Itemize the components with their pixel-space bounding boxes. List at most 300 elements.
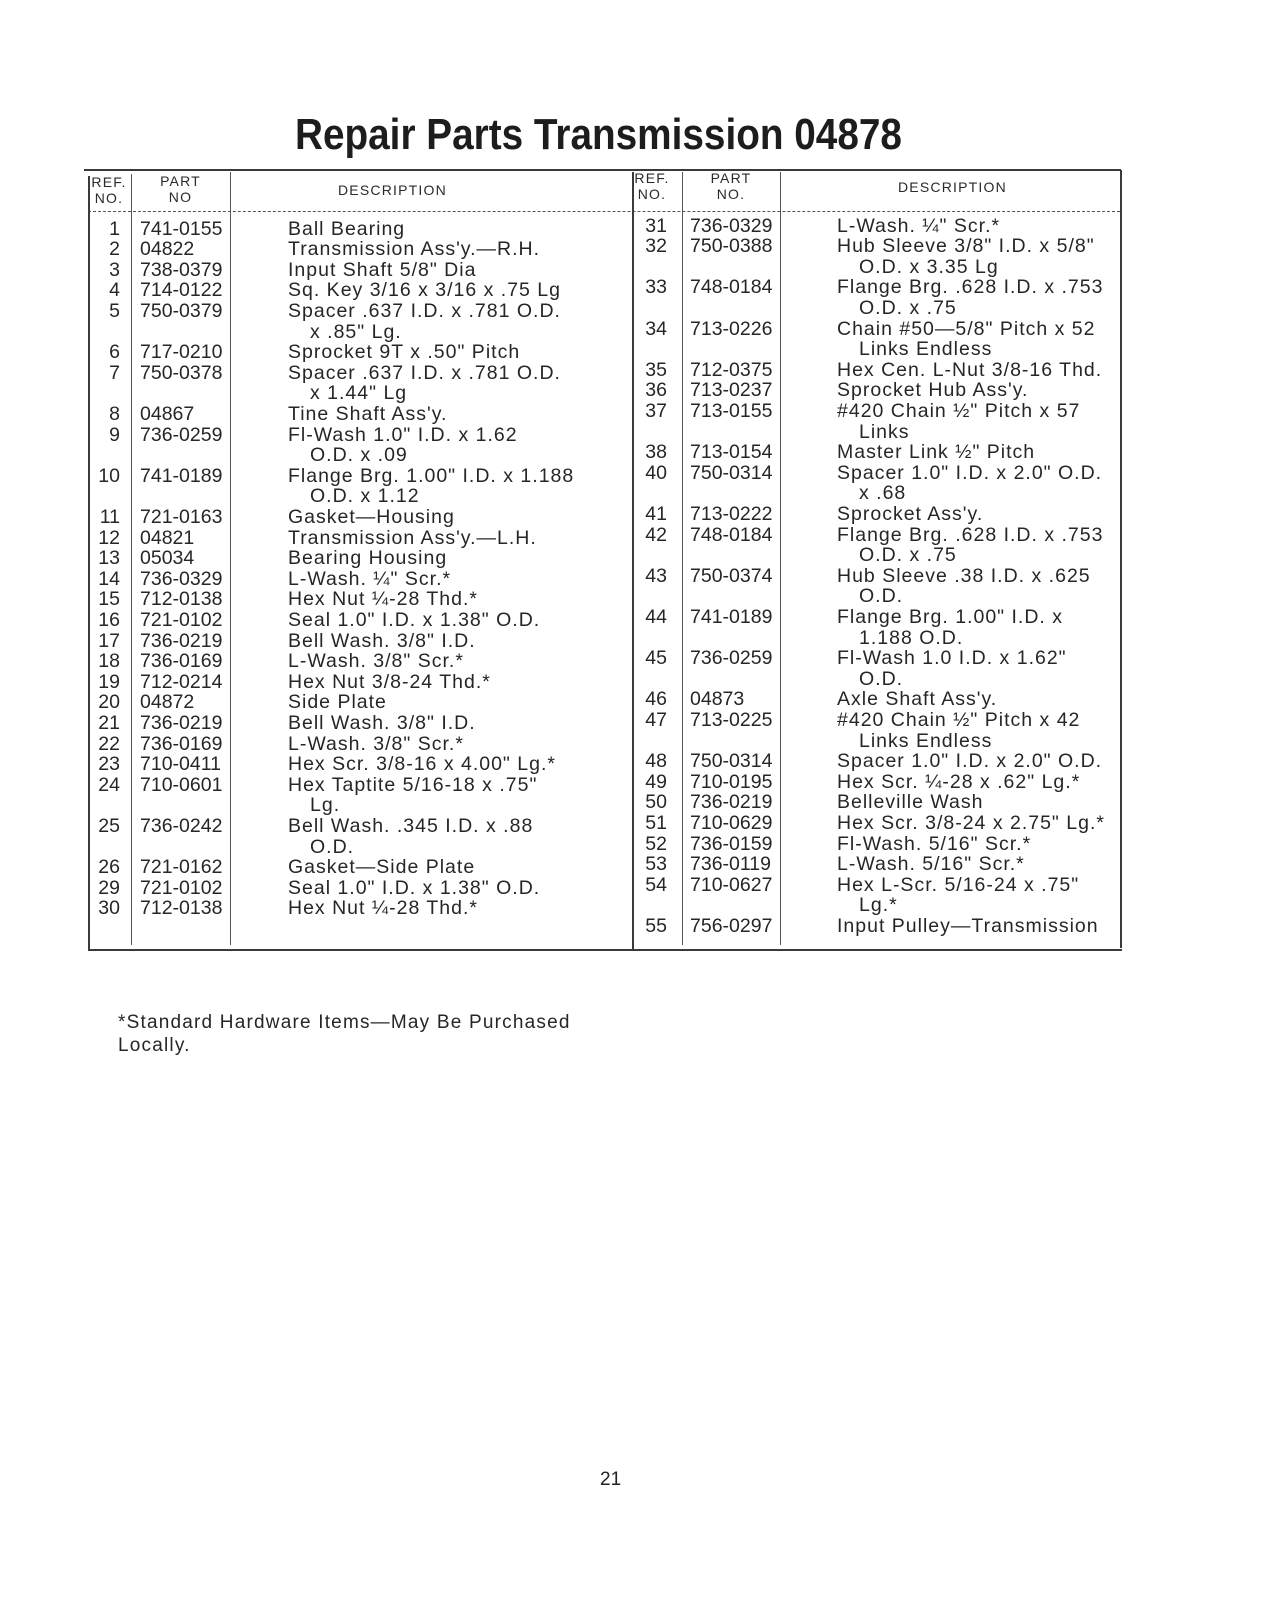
table-row (88, 404, 632, 425)
part-number: 736-0329 (140, 567, 223, 590)
header-description: DESCRIPTION (338, 182, 447, 198)
table-row (88, 239, 632, 260)
description (288, 363, 632, 404)
header-label-line: NO (168, 189, 193, 205)
description (288, 342, 632, 363)
description-line: Master Link ½" Pitch (837, 441, 1036, 464)
description (288, 631, 632, 652)
description-line: Seal 1.0" I.D. x 1.38" O.D. (288, 876, 541, 899)
table-row (632, 689, 1120, 710)
header-label-line: PART (160, 173, 201, 189)
part-number: 713-0155 (690, 400, 773, 423)
description-line: Belleville Wash (837, 791, 984, 814)
ref-number: 18 (98, 650, 120, 673)
ref-number: 26 (98, 856, 120, 879)
ref-number: 4 (109, 279, 120, 302)
description-line: Gasket—Housing (288, 506, 455, 528)
table-row (632, 401, 1120, 442)
ref-number: 30 (98, 897, 120, 920)
description-continuation: O.D. x .75 (859, 297, 957, 320)
description (837, 360, 1120, 381)
header-label-line: PART (710, 170, 752, 186)
description-line: Gasket—Side Plate (288, 856, 476, 879)
description-line: Sprocket 9T x .50" Pitch (288, 341, 521, 364)
description-line: Fl-Wash 1.0" I.D. x 1.62 (288, 423, 518, 446)
ref-number: 5 (109, 300, 120, 323)
part-number: 750-0379 (140, 300, 223, 323)
description-line: Chain #50—5/8" Pitch x 52 (837, 317, 1096, 340)
ref-number: 29 (98, 876, 120, 899)
part-number: 750-0374 (690, 564, 773, 587)
description-line: Spacer 1.0" I.D. x 2.0" O.D. (837, 461, 1103, 484)
footnote-line: *Standard Hardware Items—May Be Purchased (118, 1012, 571, 1033)
ref-number: 25 (98, 814, 120, 837)
ref-number: 23 (98, 753, 120, 776)
table-row (88, 631, 632, 652)
description-line: #420 Chain ½" Pitch x 42 (837, 708, 1081, 731)
table-row (632, 504, 1120, 525)
ref-number: 19 (98, 670, 120, 693)
description (288, 569, 632, 590)
part-number: 721-0102 (140, 876, 223, 899)
table-row (88, 528, 632, 549)
description-continuation: Links Endless (859, 338, 993, 361)
part-number: 750-0314 (690, 461, 773, 484)
ref-number: 53 (645, 853, 667, 876)
part-number: 736-0159 (690, 832, 773, 855)
ref-number: 50 (645, 791, 667, 814)
description-line: Input Pulley—Transmission (837, 914, 1099, 937)
part-number: 713-0225 (690, 708, 773, 731)
description (288, 898, 632, 919)
table-bottom-rule (88, 949, 1122, 951)
ref-number: 43 (645, 564, 667, 587)
description (837, 792, 1120, 813)
description-line: Bell Wash. 3/8" I.D. (288, 711, 476, 734)
description (837, 319, 1120, 360)
ref-number: 10 (98, 464, 120, 487)
part-number: 712-0214 (140, 670, 223, 693)
part-number: 713-0237 (690, 379, 773, 402)
ref-number: 15 (98, 588, 120, 611)
part-number: 741-0155 (140, 217, 223, 240)
description (288, 754, 632, 775)
table-row (632, 854, 1120, 875)
table-row (632, 319, 1120, 360)
description-line: Side Plate (288, 691, 387, 714)
description (837, 607, 1120, 648)
description-line: Flange Brg. .628 I.D. x .753 (837, 523, 1104, 546)
part-number: 756-0297 (690, 914, 773, 937)
part-number: 736-0219 (690, 791, 773, 814)
header-label-line: NO. (94, 190, 124, 206)
ref-number: 46 (645, 688, 667, 711)
table-row (632, 834, 1120, 855)
part-number: 741-0189 (690, 605, 773, 628)
table-row (88, 301, 632, 342)
description-line: Spacer .637 I.D. x .781 O.D. (288, 361, 561, 384)
table-row (88, 878, 632, 899)
description (837, 566, 1120, 607)
table-row (632, 216, 1120, 237)
description-line: Hex Nut ¼-28 Thd.* (288, 897, 478, 920)
description-continuation: O.D. x .09 (310, 444, 408, 467)
description-continuation: x .68 (859, 482, 907, 505)
description-line: Axle Shaft Ass'y. (837, 688, 998, 711)
description-line: L-Wash. 3/8" Scr.* (288, 650, 464, 673)
table-row (632, 442, 1120, 463)
description-line: Flange Brg. .628 I.D. x .753 (837, 276, 1104, 299)
table-top-rule (84, 169, 1121, 171)
description-line: Hex L-Scr. 5/16-24 x .75" (837, 873, 1080, 896)
part-number: 736-0119 (690, 853, 771, 876)
description-line: Sq. Key 3/16 x 3/16 x .75 Lg (288, 279, 561, 302)
ref-number: 45 (645, 647, 667, 670)
part-number: 710-0601 (140, 773, 223, 796)
description-continuation: 1.188 O.D. (859, 626, 964, 649)
table-row (632, 360, 1120, 381)
ref-number: 48 (645, 750, 667, 773)
table-row (88, 342, 632, 363)
description (288, 672, 632, 693)
description-line: Seal 1.0" I.D. x 1.38" O.D. (288, 608, 541, 631)
description (837, 525, 1120, 566)
description (837, 854, 1120, 875)
description (288, 219, 632, 240)
part-number: 714-0122 (140, 279, 223, 302)
part-number: 736-0169 (140, 650, 223, 673)
ref-number: 24 (98, 773, 120, 796)
description (837, 875, 1120, 916)
description-line: Hex Scr. ¼-28 x .62" Lg.* (837, 770, 1081, 793)
part-number: 750-0378 (140, 361, 223, 384)
part-number: 748-0184 (690, 523, 773, 546)
part-number: 736-0219 (140, 711, 223, 734)
part-number: 741-0189 (140, 464, 223, 487)
description (288, 404, 632, 425)
part-number: 05034 (140, 547, 195, 570)
part-number: 04821 (140, 526, 195, 549)
ref-number: 34 (645, 317, 667, 340)
ref-number: 40 (645, 461, 667, 484)
description (288, 301, 632, 342)
description (288, 280, 632, 301)
description (837, 648, 1120, 689)
description (288, 816, 632, 857)
description (288, 507, 632, 528)
part-number: 710-0629 (690, 811, 773, 834)
description (288, 548, 632, 569)
ref-number: 1 (109, 217, 120, 240)
page-number: 21 (600, 1469, 622, 1490)
ref-number: 38 (645, 441, 667, 464)
description-continuation: Lg.* (859, 894, 898, 917)
part-number: 712-0375 (690, 358, 773, 381)
description-line: Hex Cen. L-Nut 3/8-16 Thd. (837, 358, 1103, 381)
parts-list-right (632, 216, 1120, 937)
description-line: Spacer 1.0" I.D. x 2.0" O.D. (837, 750, 1103, 773)
description (288, 857, 632, 878)
table-row (88, 569, 632, 590)
ref-number: 54 (645, 873, 667, 896)
description-line: Hex Taptite 5/16-18 x .75" (288, 773, 538, 796)
part-number: 710-0627 (690, 873, 773, 896)
header-label-line: NO. (637, 186, 667, 202)
table-row (88, 219, 632, 240)
table-row (632, 772, 1120, 793)
header-label-line: REF. (634, 170, 670, 186)
description-continuation: O.D. (859, 667, 904, 690)
description-line: L-Wash. ¼" Scr.* (288, 567, 452, 590)
part-number: 04873 (690, 688, 745, 711)
table-row (88, 857, 632, 878)
description-line: Fl-Wash 1.0 I.D. x 1.62" (837, 647, 1067, 670)
ref-number: 32 (645, 235, 667, 258)
table-row (88, 610, 632, 631)
part-number: 736-0259 (690, 647, 773, 670)
table-row (632, 792, 1120, 813)
part-number: 713-0154 (690, 441, 773, 464)
description-line: Hub Sleeve 3/8" I.D. x 5/8" (837, 235, 1095, 258)
part-number: 04872 (140, 691, 195, 714)
table-row (88, 713, 632, 734)
page-title: Repair Parts Transmission 04878 (295, 110, 902, 159)
table-row (88, 816, 632, 857)
part-number: 736-0242 (140, 814, 223, 837)
description-line: Input Shaft 5/8" Dia (288, 258, 477, 281)
ref-number: 33 (645, 276, 667, 299)
ref-number: 14 (98, 567, 120, 590)
description-continuation: O.D. x .75 (859, 544, 957, 567)
table-row (632, 566, 1120, 607)
table-row (632, 525, 1120, 566)
table-row (632, 277, 1120, 318)
table-row (88, 734, 632, 755)
table-row (88, 589, 632, 610)
description-line: Hex Nut ¼-28 Thd.* (288, 588, 478, 611)
description (837, 813, 1120, 834)
description-line: Flange Brg. 1.00" I.D. x 1.188 (288, 464, 575, 487)
description-line: Fl-Wash. 5/16" Scr.* (837, 832, 1032, 855)
ref-number: 51 (645, 811, 667, 834)
description-line: Bearing Housing (288, 547, 448, 570)
table-row (88, 548, 632, 569)
description-line: Hex Scr. 3/8-24 x 2.75" Lg.* (837, 811, 1105, 834)
description-line: Hex Scr. 3/8-16 x 4.00" Lg.* (288, 753, 556, 776)
description-continuation: Lg. (310, 794, 341, 817)
description (288, 528, 632, 549)
description-line: Transmission Ass'y.—R.H. (288, 238, 541, 261)
ref-number: 9 (109, 423, 120, 446)
table-row (88, 425, 632, 466)
description (288, 260, 632, 281)
table-row (632, 751, 1120, 772)
table-row (632, 813, 1120, 834)
ref-number: 47 (645, 708, 667, 731)
ref-number: 7 (109, 361, 120, 384)
part-number: 713-0226 (690, 317, 773, 340)
ref-number: 49 (645, 770, 667, 793)
description (288, 589, 632, 610)
description-line: Bell Wash. .345 I.D. x .88 (288, 814, 534, 837)
description-line: Bell Wash. 3/8" I.D. (288, 629, 476, 652)
description-line: Tine Shaft Ass'y. (288, 403, 448, 426)
table-row (88, 260, 632, 281)
description (288, 692, 632, 713)
description (837, 710, 1120, 751)
description-continuation: O.D. x 1.12 (310, 485, 420, 508)
footnote-line: Locally. (118, 1035, 191, 1056)
table-row (632, 710, 1120, 751)
table-row (88, 466, 632, 507)
part-number: 750-0388 (690, 235, 773, 258)
header-description: DESCRIPTION (898, 179, 1007, 195)
ref-number: 21 (98, 711, 120, 734)
table-row (88, 363, 632, 404)
ref-number: 31 (645, 214, 667, 237)
table-row (88, 898, 632, 919)
table-row (88, 692, 632, 713)
part-number: 721-0162 (140, 856, 223, 879)
ref-number: 2 (109, 238, 120, 261)
description (837, 463, 1120, 504)
ref-number: 11 (99, 506, 120, 528)
ref-number: 13 (98, 547, 120, 570)
table-row (88, 280, 632, 301)
description-continuation: x 1.44" Lg (310, 382, 408, 405)
ref-number: 41 (645, 503, 667, 525)
description-continuation: Links (859, 420, 910, 443)
description (288, 466, 632, 507)
part-number: 712-0138 (140, 897, 223, 920)
description (288, 239, 632, 260)
table-row (632, 236, 1120, 277)
description-continuation: O.D. (310, 835, 355, 858)
part-number: 736-0259 (140, 423, 223, 446)
description-continuation: O.D. x 3.35 Lg (859, 255, 999, 278)
table-row (88, 775, 632, 816)
part-number: 748-0184 (690, 276, 773, 299)
ref-number: 17 (98, 629, 120, 652)
table-row (632, 916, 1120, 937)
description (837, 772, 1120, 793)
description-line: #420 Chain ½" Pitch x 57 (837, 400, 1081, 423)
table-row (88, 754, 632, 775)
description-continuation: x .85" Lg. (310, 320, 402, 343)
ref-number: 3 (109, 258, 120, 281)
description (837, 380, 1120, 401)
description-line: Sprocket Ass'y. (837, 503, 984, 525)
description (837, 401, 1120, 442)
ref-number: 12 (98, 526, 120, 549)
part-number: 710-0195 (690, 770, 773, 793)
part-number: 04822 (140, 238, 195, 261)
table-row (632, 607, 1120, 648)
description-continuation: Links Endless (859, 729, 993, 752)
part-number: 713-0222 (690, 503, 773, 525)
ref-number: 8 (109, 403, 120, 426)
table-row (632, 648, 1120, 689)
description (837, 504, 1120, 525)
header-label-line: NO. (716, 186, 746, 202)
header-ref-no (88, 174, 130, 206)
description-line: Sprocket Hub Ass'y. (837, 379, 1029, 402)
description (837, 216, 1120, 237)
table-row (88, 651, 632, 672)
ref-number: 6 (109, 341, 120, 364)
ref-number: 42 (645, 523, 667, 546)
description (288, 425, 632, 466)
table-row (88, 507, 632, 528)
description-line: Transmission Ass'y.—L.H. (288, 526, 537, 549)
description-line: Hub Sleeve .38 I.D. x .625 (837, 564, 1091, 587)
ref-number: 37 (645, 400, 667, 423)
part-number: 736-0219 (140, 629, 223, 652)
description (837, 442, 1120, 463)
description (837, 916, 1120, 937)
description-line: Flange Brg. 1.00" I.D. x (837, 605, 1064, 628)
ref-number: 55 (645, 914, 667, 937)
header-part-no (682, 170, 780, 202)
part-number: 712-0138 (140, 588, 223, 611)
ref-number: 36 (645, 379, 667, 402)
footnote (118, 1011, 571, 1057)
parts-list-left (88, 219, 632, 919)
table-row (632, 463, 1120, 504)
description (837, 277, 1120, 318)
description-line: L-Wash. 5/16" Scr.* (837, 853, 1025, 876)
description (837, 689, 1120, 710)
ref-number: 16 (98, 608, 120, 631)
description (288, 734, 632, 755)
part-number: 736-0169 (140, 732, 223, 755)
description-line: Spacer .637 I.D. x .781 O.D. (288, 300, 561, 323)
header-label-line: REF. (91, 174, 127, 190)
description (288, 651, 632, 672)
part-number: 04867 (140, 403, 195, 426)
ref-number: 35 (645, 358, 667, 381)
description (837, 236, 1120, 277)
header-ref-no (630, 170, 674, 202)
description-line: Ball Bearing (288, 217, 406, 240)
header-part-no (131, 173, 230, 205)
ref-number: 22 (98, 732, 120, 755)
description-line: L-Wash. ¼" Scr.* (837, 214, 1001, 237)
description-line: Hex Nut 3/8-24 Thd.* (288, 670, 491, 693)
ref-number: 44 (645, 605, 667, 628)
description (837, 834, 1120, 855)
part-number: 721-0102 (140, 608, 223, 631)
ref-number: 52 (645, 832, 667, 855)
description (288, 610, 632, 631)
description (837, 751, 1120, 772)
description-line: L-Wash. 3/8" Scr.* (288, 732, 464, 755)
part-number: 717-0210 (140, 341, 223, 364)
part-number: 738-0379 (140, 258, 223, 281)
part-number: 736-0329 (690, 214, 773, 237)
part-number: 721-0163 (140, 506, 223, 528)
header-bottom-rule (88, 211, 1120, 212)
ref-number: 20 (98, 691, 120, 714)
description (288, 713, 632, 734)
table-row (632, 875, 1120, 916)
part-number: 710-0411 (140, 753, 221, 776)
table-row (632, 380, 1120, 401)
part-number: 750-0314 (690, 750, 773, 773)
description-continuation: O.D. (859, 585, 904, 608)
table-right-border (1120, 170, 1122, 948)
description (288, 775, 632, 816)
